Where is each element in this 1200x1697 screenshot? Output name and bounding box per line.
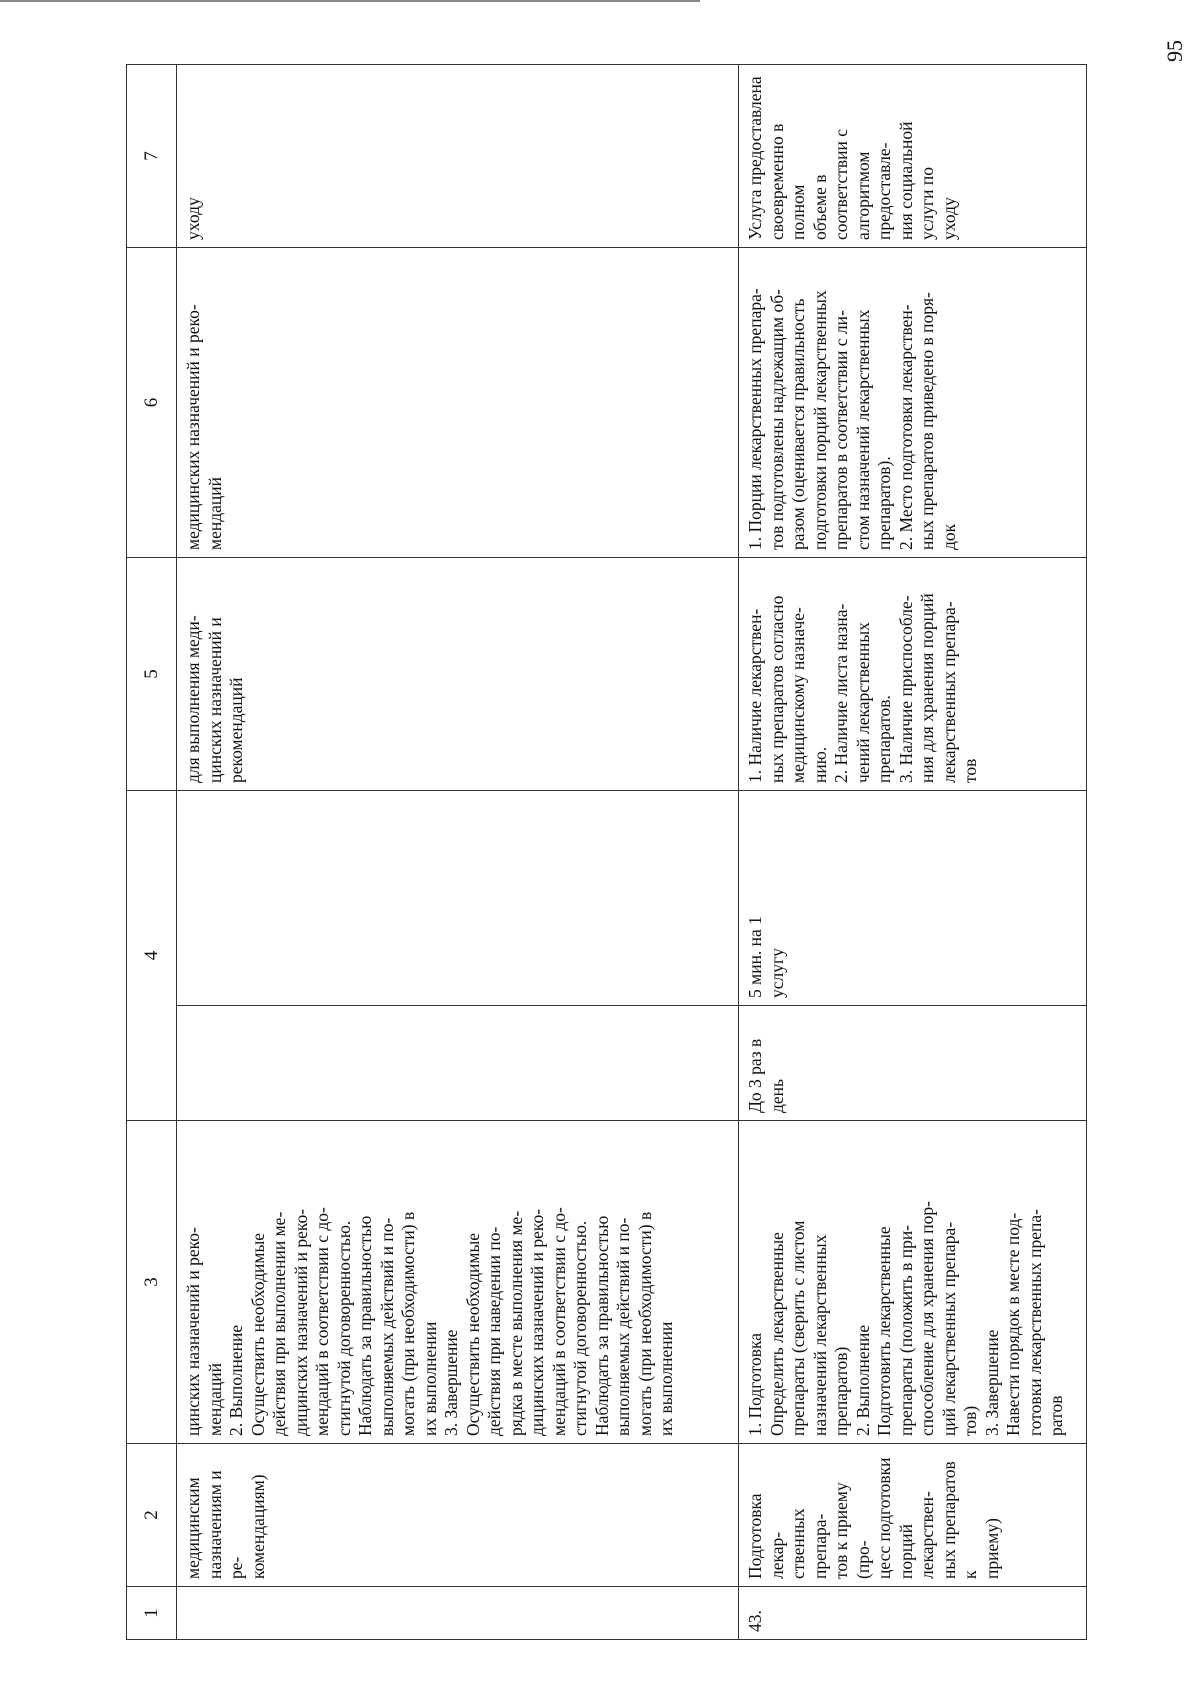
cell-result: уходу bbox=[177, 65, 739, 248]
header-col-4: 4 bbox=[127, 791, 177, 1121]
header-row bbox=[127, 65, 177, 1640]
header-col-6: 6 bbox=[127, 248, 177, 558]
cell-service-name: Подготовка лекар- ственных препара- тов к приему (про- цесс подготовки порций лекарствен- ных препаратов к приему) bbox=[739, 1444, 1087, 1587]
top-rule bbox=[0, 0, 700, 2]
cell-result: Услуга предоставлена своевременно в полном объеме в соответствии с алгоритмом предоставле- ния социальной услуги по уходу bbox=[739, 65, 1087, 248]
table-row bbox=[739, 65, 1087, 1640]
table-row bbox=[177, 65, 739, 1640]
cell-quality: 1. Порции лекарственных препара- тов подготовлены надлежащим об- разом (оценивается правильность подготовки порций лекарственных препаратов в соответствии с ли- стом назначений лекарственных препаратов). 2. Место подготовки лекарствен- ных препаратов приведено в поря- док bbox=[739, 248, 1087, 558]
services-table bbox=[126, 64, 1087, 1640]
cell-number bbox=[177, 1587, 739, 1640]
cell-frequency: До 3 раз в день bbox=[739, 1006, 1087, 1121]
cell-conditions: 1. Наличие лекарствен- ных препаратов согласно медицинскому назначе- нию. 2. Наличие листа назна- чений лекарственных препаратов. 3. Наличие приспособле- ния для хранения порций лекарственных препара- тов bbox=[739, 558, 1087, 791]
cell-number: 43. bbox=[739, 1587, 1087, 1640]
cell-algorithm: 1. Подготовка Определить лекарственные препараты (сверить с листом назначений лекарственных препаратов) 2. Выполнение Подготовить лекарственные препараты (положить в при- способление для хранения пор- ций лекарственных препара- тов) 3. Завершение Навести порядок в месте под- готовки лекарственных препа- ратов bbox=[739, 1121, 1087, 1444]
header-col-7: 7 bbox=[127, 65, 177, 248]
cell-algorithm: цинских назначений и реко- мендаций 2. Выполнение Осуществить необходимые действия при выполнении ме- дицинских назначений и реко- мендаций в соответствии с до- стигнутой договоренностью. Наблюдать за правильностью выполняемых действий и по- могать (при необходимости) в их выполнении 3. Завершение Осуществить необходимые действия при наведении по- рядка в месте выполнения ме- дицинских назначений и реко- мендаций в соответствии с до- стигнутой договоренностью. Наблюдать за правильностью выполняемых действий и по- могать (при необходимости) в их выполнении bbox=[177, 1121, 739, 1444]
header-col-1: 1 bbox=[127, 1587, 177, 1640]
cell-frequency bbox=[177, 1006, 739, 1121]
cell-quality: медицинских назначений и реко- мендаций bbox=[177, 248, 739, 558]
header-col-2: 2 bbox=[127, 1444, 177, 1587]
page-number: 95 bbox=[1162, 40, 1187, 62]
cell-duration: 5 мин. на 1 услугу bbox=[739, 791, 1087, 1006]
cell-duration bbox=[177, 791, 739, 1006]
cell-conditions: для выполнения меди- цинских назначений и рекомендаций bbox=[177, 558, 739, 791]
header-col-5: 5 bbox=[127, 558, 177, 791]
rotated-page bbox=[126, 65, 1086, 1640]
header-col-3: 3 bbox=[127, 1121, 177, 1444]
cell-service-name: медицинским назначениям и ре- комендациям) bbox=[177, 1444, 739, 1587]
